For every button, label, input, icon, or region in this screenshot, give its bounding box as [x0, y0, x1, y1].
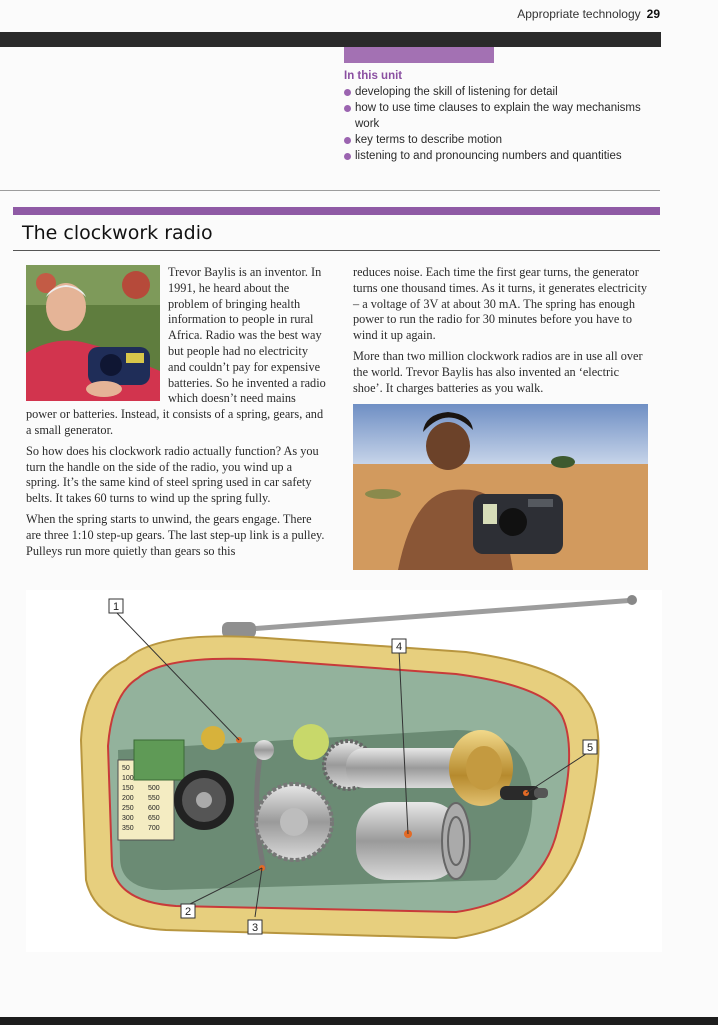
unit-objective: how to use time clauses to explain the way mechanisms work: [344, 100, 664, 132]
dial-label: 700: [148, 825, 160, 832]
top-rule: [0, 32, 661, 47]
dial-label: 650: [148, 815, 160, 822]
dial-label: 200: [122, 795, 134, 802]
dial-label: 150: [122, 785, 134, 792]
callout-4: [392, 639, 406, 653]
unit-accent-bar: [344, 47, 494, 63]
unit-objectives-box: [344, 68, 664, 164]
article-paragraph: Trevor Baylis is an inventor. In 1991, he heard about the problem of bringing health information to people in rural Africa. Radio was the best way but people had no electricity and couldn’t pay for expensive batteries. So he invented a radio which doesn’t need mains power or batteries. Instead, it consists of a spring, gears, and a small generator.: [26, 265, 326, 437]
photo-desert-illustration: [353, 404, 648, 570]
photo-inventor-illustration: [26, 265, 160, 401]
unit-box-title: In this unit: [344, 70, 403, 82]
dial-label: 600: [148, 805, 160, 812]
article-title: The clockwork radio: [22, 222, 213, 244]
photo-man-with-radio: [353, 404, 648, 570]
section-accent-bar: [13, 207, 660, 215]
dial-label: 350: [122, 825, 134, 832]
callout-number: 2: [184, 906, 192, 918]
title-rule: [13, 250, 660, 251]
radio-cutaway-illustration: [26, 590, 662, 952]
dial-label: 550: [148, 795, 160, 802]
callout-number: 3: [251, 922, 259, 934]
running-head: [517, 7, 660, 21]
callout-5: [583, 740, 597, 754]
callout-2: [181, 904, 195, 918]
section-divider: [0, 190, 660, 191]
article-paragraph: More than two million clockwork radios are in use all over the world. Trevor Baylis has also invented an ‘electric shoe’. It charges batteries as you walk.: [353, 348, 643, 395]
dial-label: 50: [122, 765, 130, 772]
unit-objective: key terms to describe motion: [344, 132, 664, 148]
antenna: [236, 600, 636, 630]
clockwork-radio-diagram: [26, 590, 662, 952]
article-column-left: [26, 265, 326, 564]
callout-number: 4: [395, 641, 403, 653]
photo-trevor-baylis: [26, 265, 160, 401]
dial-label: 300: [122, 815, 134, 822]
article-column-right: [353, 265, 648, 401]
callout-3: [248, 920, 262, 934]
unit-objective: listening to and pronouncing numbers and quantities: [344, 148, 664, 164]
dial-label: 500: [148, 785, 160, 792]
dial-label: 250: [122, 805, 134, 812]
unit-objective: developing the skill of listening for detail: [344, 84, 664, 100]
running-title: Appropriate technology: [517, 7, 641, 21]
page-number: 29: [646, 7, 660, 21]
callout-number: 1: [112, 601, 120, 613]
callout-number: 5: [586, 742, 594, 754]
page-bottom-edge: [0, 1017, 718, 1025]
unit-objectives-list: [344, 84, 664, 164]
dial-label: 100: [122, 775, 134, 782]
article-paragraph: reduces noise. Each time the first gear turns, the generator turns one thousand times. As it turns, it generates electricity – a voltage of 3V at about 30 mA. The spring has enough power to run the radio for 30 minutes before you have to wind it up again.: [353, 265, 648, 343]
article-paragraph: When the spring starts to unwind, the gears engage. There are three 1:10 step-up gears. The last step-up link is a pulley. Pulleys run more quietly than gears so this: [26, 511, 325, 558]
article-paragraph: So how does his clockwork radio actually function? As you turn the handle on the side of the radio, you wind up a spring. It’s the same kind of steel spring used in car safety belts. It takes 60 turns to wind up the spring fully.: [26, 443, 319, 506]
callout-1: [109, 599, 123, 613]
